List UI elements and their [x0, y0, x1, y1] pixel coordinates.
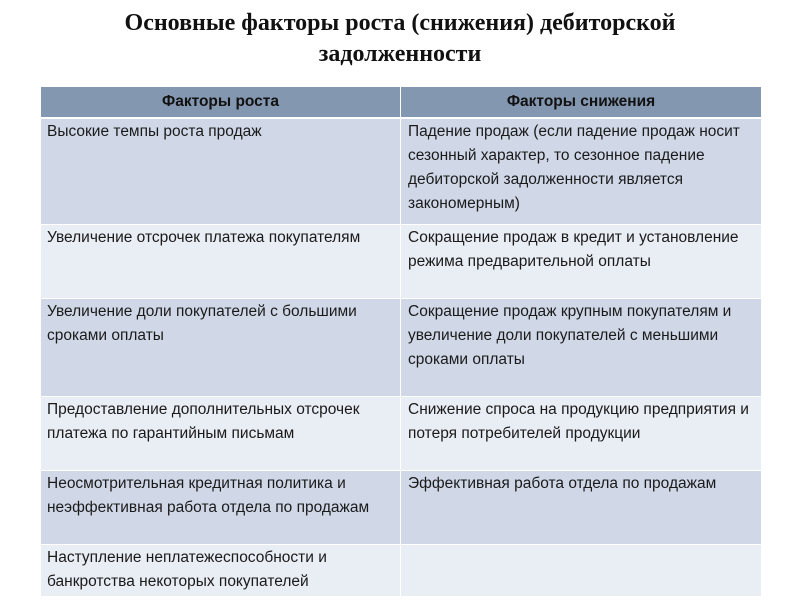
decline-cell: Сокращение продаж в кредит и установление режима предварительной оплаты: [401, 224, 762, 298]
table-row: [41, 298, 762, 396]
table-row: [41, 470, 762, 544]
decline-cell: [401, 544, 762, 596]
decline-cell: Падение продаж (если падение продаж носит сезонный характер, то сезонное падение дебиторской задолженности является закономерным): [401, 118, 762, 224]
decline-cell: Сокращение продаж крупным покупателям и увеличение доли покупателей с меньшими сроками оплаты: [401, 298, 762, 396]
page-title-line-1: Основные факторы роста (снижения) дебиторской: [124, 10, 676, 36]
growth-cell: Неосмотрительная кредитная политика и неэффективная работа отдела по продажам: [41, 470, 401, 544]
table-row: [41, 544, 762, 596]
growth-cell: Увеличение доли покупателей с большими сроками оплаты: [41, 298, 401, 396]
table-row: [41, 118, 762, 224]
table-header-row: [41, 87, 762, 119]
decline-cell: Эффективная работа отдела по продажам: [401, 470, 762, 544]
factors-table: [40, 86, 762, 597]
page-title: [0, 8, 800, 70]
page-title-line-2: задолженности: [318, 41, 482, 67]
growth-cell: Наступление неплатежеспособности и банкротства некоторых покупателей: [41, 544, 401, 596]
header-growth-factors: Факторы роста: [41, 87, 401, 119]
growth-cell: Высокие темпы роста продаж: [41, 118, 401, 224]
growth-cell: Увеличение отсрочек платежа покупателям: [41, 224, 401, 298]
decline-cell: Снижение спроса на продукцию предприятия и потеря потребителей продукции: [401, 396, 762, 470]
header-decline-factors: Факторы снижения: [401, 87, 762, 119]
growth-cell: Предоставление дополнительных отсрочек платежа по гарантийным письмам: [41, 396, 401, 470]
table-row: [41, 224, 762, 298]
table-row: [41, 396, 762, 470]
